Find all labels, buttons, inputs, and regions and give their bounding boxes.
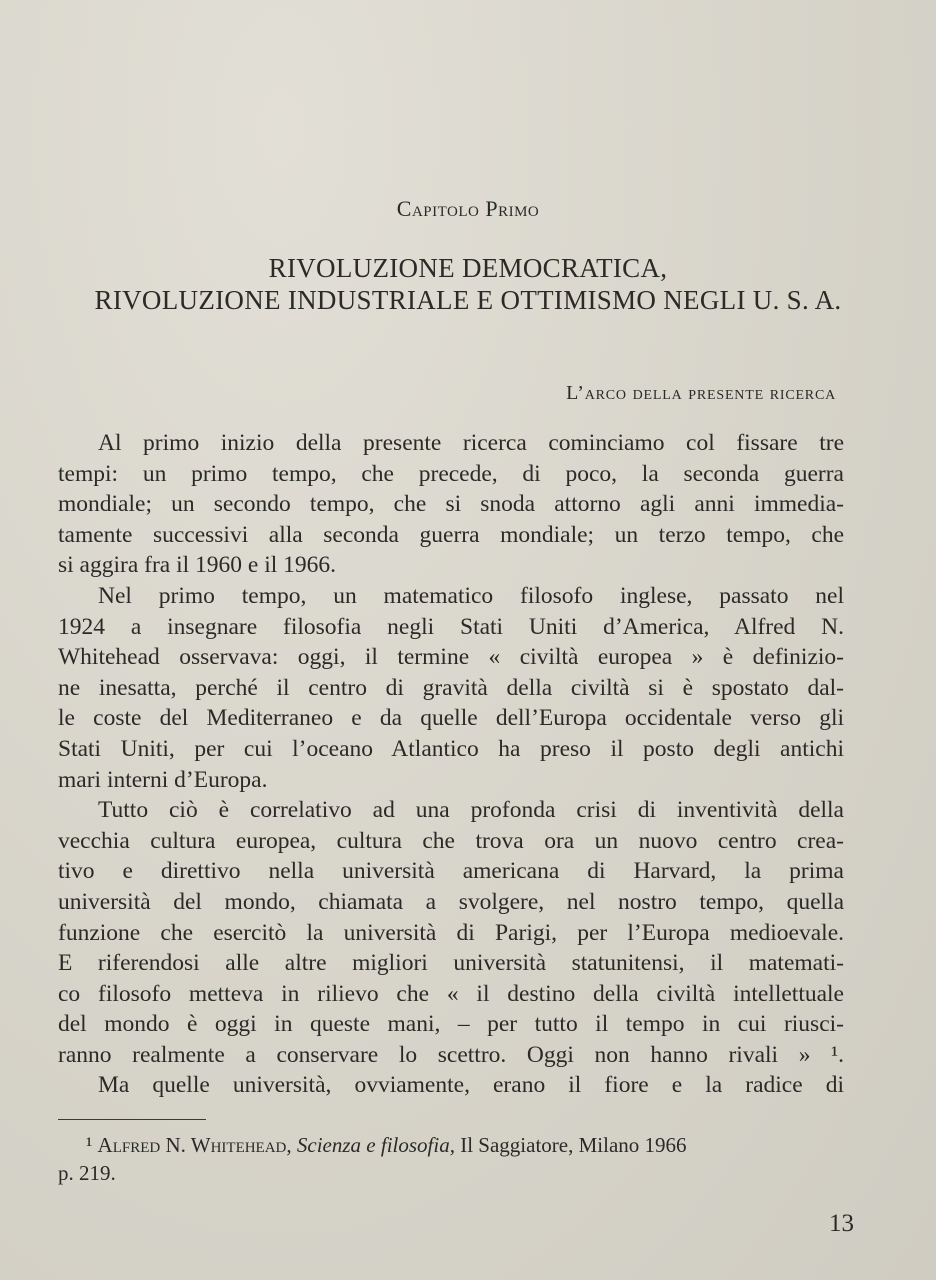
text-line: Nel primo tempo, un matematico filosofo inglese, passato nel	[98, 582, 844, 609]
footnote-author: Alfred N. Whitehead,	[97, 1133, 292, 1157]
footnote-divider	[58, 1119, 206, 1120]
footnote-line	[58, 1131, 858, 1159]
text-line: Stati Uniti, per cui l’oceano Atlantico ha preso il posto degli antichi	[58, 735, 844, 762]
text-line: Al primo inizio della presente ricerca cominciamo col fissare tre	[98, 430, 844, 456]
text-line: mondiale; un secondo tempo, che si snoda attorno agli anni immedia-	[58, 491, 844, 518]
text-line: co filosofo metteva in rilievo che « il destino della civiltà intellettuale	[58, 980, 844, 1007]
page-number: 13	[829, 1210, 854, 1237]
text-line: ranno realmente a conservare lo scettro. Oggi non hanno rivali » ¹.	[58, 1041, 844, 1068]
footnote-publisher: Il Saggiatore, Milano 1966	[460, 1133, 687, 1157]
text-line: E riferendosi alle altre migliori università statunitensi, il matemati-	[58, 950, 844, 977]
text-line: del mondo è oggi in queste mani, – per tutto il tempo in cui riusci-	[58, 1011, 844, 1038]
footnote-work-title: Scienza e filosofia,	[296, 1133, 455, 1157]
text-line: funzione che esercitò la università di Parigi, per l’Europa medioevale.	[58, 919, 844, 946]
text-line: ne inesatta, perché il centro di gravità della civiltà si è spostato dal-	[58, 674, 844, 701]
chapter-title-line: RIVOLUZIONE INDUSTRIALE E OTTIMISMO NEGLI U. S. A.	[94, 285, 842, 315]
footnote	[58, 1131, 858, 1187]
text-line: si aggira fra il 1960 e il 1966.	[58, 552, 337, 579]
chapter-label: Capitolo Primo	[396, 196, 540, 221]
text-line: tempi: un primo tempo, che precede, di poco, la seconda guerra	[58, 460, 844, 487]
text-line: tamente successivi alla seconda guerra mondiale; un terzo tempo, che	[58, 521, 844, 548]
chapter-title	[40, 252, 896, 316]
footnote-marker: ¹	[86, 1133, 93, 1157]
section-heading: L’arco della presente ricerca	[566, 382, 836, 404]
text-line: Tutto ciò è correlativo ad una profonda crisi di inventività della	[98, 797, 844, 824]
text-line: vecchia cultura europea, cultura che trova ora un nuovo centro crea-	[58, 827, 844, 854]
text-line: mari interni d’Europa.	[58, 766, 268, 793]
chapter-title-line: RIVOLUZIONE DEMOCRATICA,	[268, 253, 668, 283]
text-line: Whitehead osservava: oggi, il termine « civiltà europea » è definizio-	[58, 644, 844, 671]
body-text	[58, 428, 844, 1101]
text-line: Ma quelle università, ovviamente, erano il fiore e la radice di	[98, 1072, 844, 1099]
text-line: le coste del Mediterraneo e da quelle dell’Europa occidentale verso gli	[58, 705, 844, 732]
text-line: università del mondo, chiamata a svolgere, nel nostro tempo, quella	[58, 888, 844, 915]
text-line: tivo e direttivo nella università americana di Harvard, la prima	[58, 858, 844, 885]
footnote-page-ref: p. 219.	[58, 1161, 116, 1185]
text-line: 1924 a insegnare filosofia negli Stati Uniti d’America, Alfred N.	[58, 613, 844, 640]
